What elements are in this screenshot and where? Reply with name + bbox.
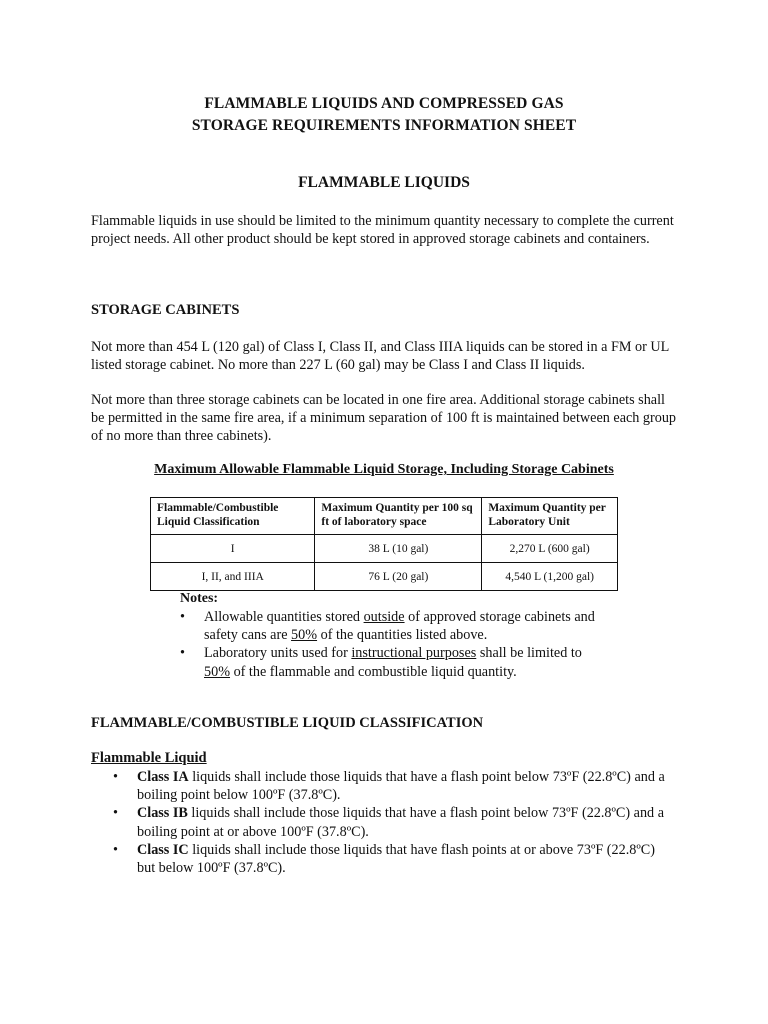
classification-heading: FLAMMABLE/COMBUSTIBLE LIQUID CLASSIFICATION [91,715,484,731]
bullet-icon: • [113,805,118,822]
note-emphasis: 50% [291,627,318,644]
bullet-icon: • [180,609,185,625]
class-label: Class IC [137,841,189,858]
note-text: of approved storage cabinets and safety cans are [204,609,595,644]
bullet-icon: • [113,769,118,785]
table-cell: 2,270 L (600 gal) [482,535,618,563]
flammable-liquids-intro: Flammable liquids in use should be limited to the minimum quantity necessary to complete the current project needs. All other product should be kept stored in approved storage cabinets and containers. [91,213,674,248]
document-title-line-1: FLAMMABLE LIQUIDS AND COMPRESSED GAS [204,95,564,112]
note-text: of the flammable and combustible liquid quantity. [230,663,517,680]
list-item [113,804,673,840]
class-description: liquids shall include those liquids that have flash points at or above 73ºF (22.8ºC) but below 100ºF (37.8ºC). [137,841,655,877]
storage-cabinets-paragraph-1: Not more than 454 L (120 gal) of Class I, Class II, and Class IIIA liquids can be stored in a FM or UL listed storage cabinet. No more than 227 L (60 gal) may be Class I and Class II liquids. [91,339,669,374]
class-label: Class IA [137,769,189,785]
flammable-liquids-heading: FLAMMABLE LIQUIDS [298,174,470,191]
notes-label: Notes: [180,591,219,606]
class-label: Class IB [137,805,188,822]
bullet-icon: • [180,645,185,662]
note-emphasis: outside [363,609,405,625]
table-row [151,563,618,591]
note-text: Laboratory units used for [204,645,352,662]
table-cell: I [151,535,315,563]
list-item [113,841,673,877]
document-title-line-2: STORAGE REQUIREMENTS INFORMATION SHEET [191,117,577,134]
list-item [180,644,600,680]
flammable-liquid-subheading: Flammable Liquid [91,750,207,766]
table-cell: 38 L (10 gal) [315,535,482,563]
storage-quantity-table [150,497,618,591]
storage-cabinets-paragraph-2: Not more than three storage cabinets can be located in one fire area. Additional storage cabinets shall be permitted in the same fire area, if a minimum separation of 100 ft is maintained between each group of no more than three cabinets). [91,392,677,445]
bullet-icon: • [113,841,118,858]
note-emphasis: 50% [204,663,231,680]
list-item [113,768,673,804]
note-text: of the quantities listed above. [317,627,488,644]
table-caption: Maximum Allowable Flammable Liquid Storage, Including Storage Cabinets [154,462,614,477]
table-header-cell: Flammable/Combustible Liquid Classification [151,498,315,535]
note-text: shall be limited to [476,645,582,662]
note-emphasis: instructional purposes [351,645,477,662]
storage-cabinets-heading: STORAGE CABINETS [91,302,240,318]
class-description: liquids shall include those liquids that have a flash point below 73ºF (22.8ºC) and a boiling point at or above 100ºF (37.8ºC). [137,805,664,840]
table-cell: 4,540 L (1,200 gal) [482,563,618,591]
classification-list [113,768,673,877]
notes-list [180,608,600,681]
table-cell: 76 L (20 gal) [315,563,482,591]
table-header-cell: Maximum Quantity per 100 sq ft of laboratory space [315,498,482,535]
table-header-row [151,498,618,535]
note-text: Allowable quantities stored [204,609,364,625]
table-cell: I, II, and IIIA [151,563,315,591]
class-description: liquids shall include those liquids that have a flash point below 73ºF (22.8ºC) and a boiling point below 100ºF (37.8ºC). [137,769,665,804]
table-header-cell: Maximum Quantity per Laboratory Unit [482,498,618,535]
table-row [151,535,618,563]
list-item [180,608,600,644]
